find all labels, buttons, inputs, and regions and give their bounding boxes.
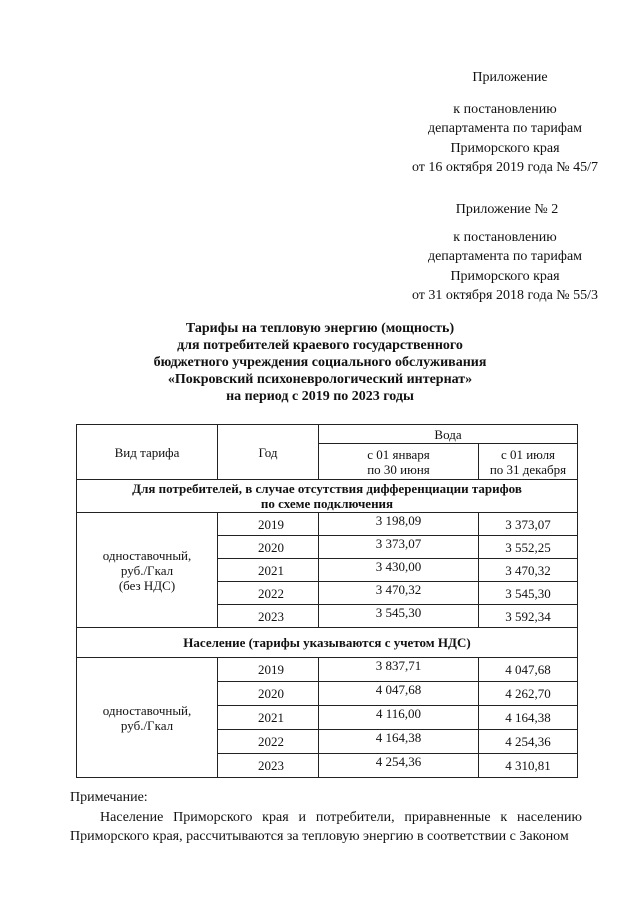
title-line-2: для потребителей краевого государственного (177, 338, 463, 353)
second-half-value: 3 552,25 (479, 536, 578, 559)
tariff-table (76, 424, 578, 778)
appendix-1-line-4: от 16 октября 2019 года № 45/7 (411, 160, 599, 175)
note-label: Примечание: (70, 790, 148, 805)
first-half-value: 3 470,32 (319, 582, 479, 605)
header-tariff-type: Вид тарифа (77, 425, 218, 480)
header-second-half-line-1: с 01 июля (500, 446, 556, 462)
year-cell: 2023 (218, 605, 319, 628)
appendix-2-line-4: от 31 октября 2018 года № 55/3 (411, 288, 599, 303)
header-second-half (479, 444, 578, 480)
header-water: Вода (319, 425, 578, 444)
year-cell: 2020 (218, 682, 319, 706)
table-header-row (77, 425, 578, 444)
year-cell: 2022 (218, 730, 319, 754)
year-cell: 2020 (218, 536, 319, 559)
second-half-value: 4 047,68 (479, 658, 578, 682)
header-first-half-line-1: с 01 января (367, 446, 430, 462)
first-half-value: 4 116,00 (319, 706, 479, 730)
section-1-tariff-line-2: руб./Гкал (120, 562, 174, 578)
document-title (70, 320, 570, 405)
year-cell: 2021 (218, 559, 319, 582)
title-line-5: на период с 2019 по 2023 годы (226, 389, 414, 404)
year-cell: 2022 (218, 582, 319, 605)
year-cell: 2023 (218, 754, 319, 778)
section-1-tariff-cell (77, 513, 218, 628)
section-1-title-row (77, 480, 578, 513)
second-half-value: 3 592,34 (479, 605, 578, 628)
appendix-1-heading: Приложение (472, 70, 548, 85)
section-1-title-line-2: по схеме подключения (260, 496, 394, 511)
title-line-4: «Покровский психоневрологический интернат» (167, 372, 473, 387)
section-1-title-line-1: Для потребителей, в случае отсутствия дифференциации тарифов (132, 481, 522, 496)
title-line-1: Тарифы на тепловую энергию (мощность) (185, 321, 455, 336)
appendix-2-line-3: Приморского края (450, 268, 560, 284)
section-2-title-row (77, 628, 578, 658)
first-half-value: 4 164,38 (319, 730, 479, 754)
first-half-value: 4 047,68 (319, 682, 479, 706)
header-second-half-line-2: по 31 декабря (489, 461, 567, 477)
section-1-tariff-line-3: (без НДС) (118, 577, 176, 593)
section-1-tariff-line-1: одноставочный, (102, 547, 192, 563)
second-half-value: 3 470,32 (479, 559, 578, 582)
section-2-tariff-line-1: одноставочный, (102, 702, 192, 718)
section-2-title: Население (тарифы указываются с учетом НДС) (77, 628, 578, 658)
first-half-value: 3 198,09 (319, 513, 479, 536)
appendix-2-block (380, 200, 630, 306)
second-half-value: 4 262,70 (479, 682, 578, 706)
second-half-value: 3 373,07 (479, 513, 578, 536)
note-text: Население Приморского края и потребители, приравненные к населению Приморского края, рассчитываются за тепловую энергию в соответствии с Законом (70, 810, 582, 844)
table-row (77, 658, 578, 682)
year-cell: 2021 (218, 706, 319, 730)
first-half-value: 4 254,36 (319, 754, 479, 778)
appendix-1-block (380, 68, 630, 178)
appendix-1-line-2: департамента по тарифам (427, 121, 583, 136)
appendix-1-line-3: Приморского края (450, 140, 560, 156)
header-first-half-line-2: по 30 июня (367, 461, 430, 477)
first-half-value: 3 430,00 (319, 559, 479, 582)
section-1-title (77, 480, 578, 513)
year-cell: 2019 (218, 513, 319, 536)
section-2-tariff-cell (77, 658, 218, 778)
appendix-2-line-1: к постановлению (453, 229, 557, 245)
table-row (77, 513, 578, 536)
second-half-value: 4 310,81 (479, 754, 578, 778)
appendix-2-heading: Приложение № 2 (455, 202, 559, 217)
second-half-value: 3 545,30 (479, 582, 578, 605)
first-half-value: 3 545,30 (319, 605, 479, 628)
first-half-value: 3 837,71 (319, 658, 479, 682)
first-half-value: 3 373,07 (319, 536, 479, 559)
year-cell: 2019 (218, 658, 319, 682)
appendix-2-line-2: департамента по тарифам (427, 249, 583, 264)
second-half-value: 4 254,36 (479, 730, 578, 754)
section-2-tariff-line-2: руб./Гкал (120, 717, 174, 733)
header-year: Год (218, 425, 319, 480)
appendix-1-line-1: к постановлению (453, 101, 557, 117)
title-line-3: бюджетного учреждения социального обслуживания (153, 355, 487, 370)
header-first-half (319, 444, 479, 480)
second-half-value: 4 164,38 (479, 706, 578, 730)
